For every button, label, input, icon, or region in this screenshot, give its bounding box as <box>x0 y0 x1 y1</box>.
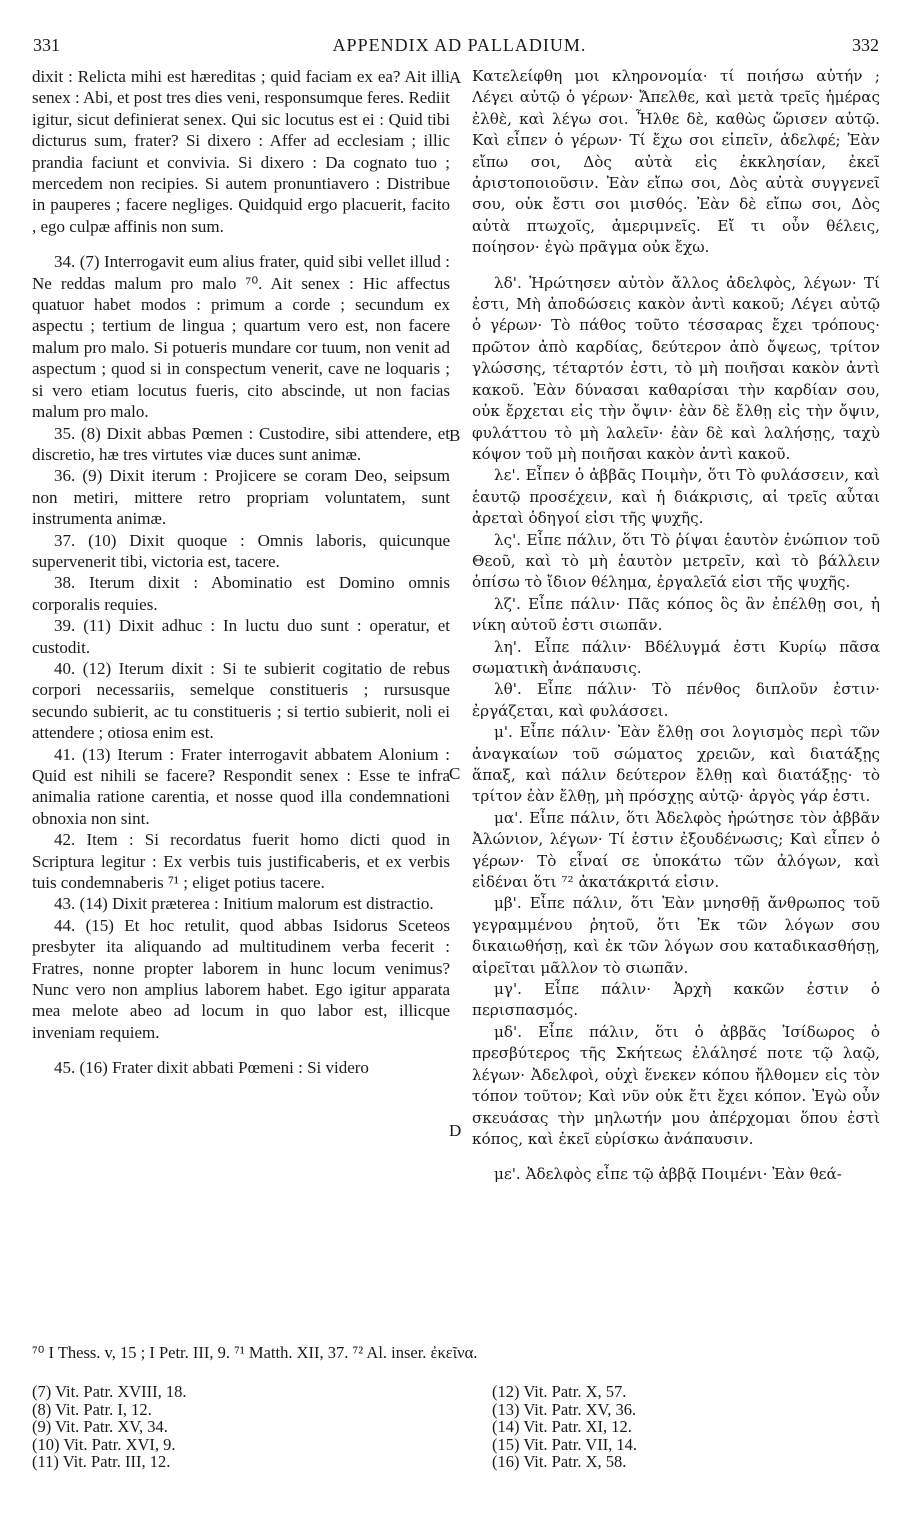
margin-mark-c: C <box>449 764 461 783</box>
source-reference: (15) Vit. Patr. VII, 14. <box>492 1434 638 1454</box>
greek-paragraph: μ'. Εἶπε πάλιν· Ἐὰν ἔλθῃ σοι λογισμὸς περὶ τῶν ἀναγκαίων τοῦ σώματος χρειῶν, καὶ διατάξῃς ἅπαξ, καὶ πάλιν δεύτερον ἔλθῃ καὶ διατάξῃς· τὸ τρίτον ἐὰν ἔλθῃ, μὴ πρόσχῃς αὐτῷ· ἀργὸς γάρ ἐστι. <box>472 723 880 806</box>
latin-paragraph: 34. (7) Interrogavit eum alius frater, quid sibi vellet illud : Ne reddas malum pro malo ⁷⁰. Ait senex : Hic affectus quatuor habet modos : primum a corde ; secundum ex aspectu ; tertium de lingua ; quartum vero est, non facere malum pro malo. Si potueris mundare cor tuum, non venit ad aspectum ; quod si in conspectum venerit, cave ne loquaris ; si vero etiam locutus fueris, cito abscinde, ut non facias malum pro malo. <box>32 252 450 422</box>
source-reference: (16) Vit. Patr. X, 58. <box>492 1452 627 1471</box>
latin-paragraph: 43. (14) Dixit præterea : Initium malorum est distractio. <box>54 894 434 914</box>
greek-paragraph: μγ'. Εἶπε πάλιν· Ἀρχὴ κακῶν ἐστιν ὁ περισπασμός. <box>472 980 880 1020</box>
greek-paragraph: λς'. Εἶπε πάλιν, ὅτι Τὸ ῥίψαι ἑαυτὸν ἐνώπιον τοῦ Θεοῦ, καὶ τὸ μὴ ἑαυτὸν μετρεῖν, καὶ τὸ βάλλειν ὀπίσω τὸ ἴδιον θέλημα, ἐργαλεῖά εἰσι τῆς ψυχῆς. <box>472 530 880 592</box>
source-reference: (11) Vit. Patr. III, 12. <box>32 1452 171 1471</box>
source-reference: (10) Vit. Patr. XVI, 9. <box>32 1434 176 1454</box>
greek-paragraph: λε'. Εἶπεν ὁ ἀββᾶς Ποιμὴν, ὅτι Τὸ φυλάσσειν, καὶ ἑαυτῷ προσέχειν, καὶ ἡ διάκρισις, αἱ τρεῖς αὗται ἀρεταὶ ὁδηγοί εἰσι τῆς ψυχῆς. <box>472 466 880 528</box>
greek-paragraph: μδ'. Εἶπε πάλιν, ὅτι ὁ ἀββᾶς Ἰσίδωρος ὁ πρεσβύτερος τῆς Σκήτεως ἐλάλησέ ποτε τῷ λαῷ, λέγων· Ἀδελφοὶ, οὐχὶ ἕνεκεν κόπου ἤλθομεν εἰς τὸν τόπον τοῦτον; Καὶ νῦν οὐκ ἔτι ἔχει κόπον. Ἐγὼ οὖν σκευάσας τὴν μηλωτήν μου ἀπέρχομαι ὅπου ἐστὶ κόπος, καὶ ἐκεῖ εὑρίσκω ἀνάπαυσιν. <box>472 1022 880 1148</box>
margin-mark-a: A <box>449 68 462 87</box>
source-reference: (12) Vit. Patr. X, 57. <box>492 1382 627 1401</box>
latin-paragraph: dixit : Relicta mihi est hæreditas ; quid faciam ex ea? Ait illi senex : Abi, et post tres dies veni, responsumque feres. Rediit igitur, sicut definierat senex. Qui sic locutus est ei : Quid tibi dicturus sum, frater? Si dixero : Affer ad ecclesiam ; illic prandia faciunt et convivia. Si dixero : Da cognato tuo ; mercedem non recipies. Si autem pronuntiavero : Distribue in pauperes ; facere negliges. Quidquid ergo placuerit, facito , ego culpæ affinis non sum. <box>32 67 450 236</box>
greek-paragraph: λθ'. Εἶπε πάλιν· Τὸ πένθος διπλοῦν ἐστιν· ἐργάζεται, καὶ φυλάσσει. <box>472 680 880 720</box>
greek-paragraph: Κατελείφθη μοι κληρονομία· τί ποιήσω αὐτήν ; Λέγει αὐτῷ ὁ γέρων· Ἄπελθε, καὶ μετὰ τρεῖς ἡμέρας ἐλθὲ, καὶ λέγω σοι. Ἦλθε δὲ, καθὼς ὥρισεν αὐτῷ. Καὶ εἶπεν ὁ γέρων· Τί ἔχω σοι εἰπεῖν, ἀδελφέ; Ἐὰν εἴπω σοι, Δὸς αὐτὰ εἰς ἐκκλησίαν, ἐκεῖ ἀριστοποιοῦσιν. Ἐὰν εἴπω σοι, Δὸς αὐτὰ συγγενεῖ σου, οὐκ ἔστι σοι μισθός. Ἐὰν δὲ εἴπω σοι, Δὸς αὐτὰ πτωχοῖς, ἀμεριμνεῖς. Εἴ τι οὖν θέλεις, ποίησον· ἐγὼ πρᾶγμα οὐκ ἔχω. <box>472 67 880 257</box>
source-reference: (7) Vit. Patr. XVIII, 18. <box>32 1382 187 1401</box>
latin-paragraph: 37. (10) Dixit quoque : Omnis laboris, quicunque supervenerit tibi, victoria est, tacere. <box>32 530 450 571</box>
greek-paragraph: μα'. Εἶπε πάλιν, ὅτι Ἀδελφὸς ἠρώτησε τὸν ἀββᾶν Ἀλώνιον, λέγων· Τί ἐστιν ἐξουδένωσις; Καὶ εἶπεν ὁ γέρων· Τὸ εἶναί σε ὑποκάτω τῶν ἀλόγων, καὶ εἰδέναι ὅτι ⁷² ἀκατάκριτά εἰσιν. <box>472 808 880 892</box>
latin-paragraph: 40. (12) Iterum dixit : Si te subierit cogitatio de rebus corpori necessariis, semelque constitueris ; rursusque secundo subierit, ac tu constitueris ; si tertio subierit, noli ei attendere ; otiosa enim est. <box>32 658 450 743</box>
margin-mark-b: B <box>449 426 461 445</box>
margin-mark-d: D <box>449 1121 462 1140</box>
greek-paragraph: μβ'. Εἶπε πάλιν, ὅτι Ἐὰν μνησθῇ ἄνθρωπος τοῦ γεγραμμένου ῥητοῦ, ὅτι Ἐκ τῶν λόγων σου δικαιωθήσῃ, καὶ ἐκ τῶν λόγων σου καταδικασθήσῃ, αἱρεῖται μᾶλλον τὸ σιωπᾶν. <box>472 894 880 977</box>
latin-paragraph: 38. Iterum dixit : Abominatio est Domino omnis corporalis requies. <box>32 573 450 614</box>
latin-column <box>32 66 450 1079</box>
greek-paragraph: με'. Ἀδελφὸς εἶπε τῷ ἀββᾷ Ποιμένι· Ἐὰν θεά- <box>494 1165 842 1184</box>
greek-column <box>472 66 880 1186</box>
latin-paragraph: 36. (9) Dixit iterum : Projicere se coram Deo, seipsum non metiri, mittere retro propriam voluntatem, sunt instrumenta animæ. <box>32 466 450 529</box>
footnotes: ⁷⁰ I Thess. v, 15 ; I Petr. III, 9. ⁷¹ Matth. XII, 37. ⁷² Al. inser. ἐκεῖνα. <box>32 1343 478 1362</box>
latin-paragraph: 39. (11) Dixit adhuc : In luctu duo sunt : operatur, et custodit. <box>32 616 450 657</box>
greek-paragraph: λζ'. Εἶπε πάλιν· Πᾶς κόπος ὃς ἂν ἐπέλθῃ σοι, ἡ νίκη αὐτοῦ ἐστι σιωπᾶν. <box>472 594 880 635</box>
source-reference: (8) Vit. Patr. I, 12. <box>32 1399 152 1419</box>
latin-paragraph: 41. (13) Iterum : Frater interrogavit abbatem Alonium : Quid est nihili se facere? Respondit senex : Esse te infra animalia ratione carentia, et nosse quod illa condemnationi obnoxia non sint. <box>32 744 450 828</box>
latin-paragraph: 45. (16) Frater dixit abbati Pœmeni : Si videro <box>54 1058 369 1078</box>
source-reference: (13) Vit. Patr. XV, 36. <box>492 1399 637 1419</box>
source-references-left <box>32 1383 187 1471</box>
source-reference: (9) Vit. Patr. XV, 34. <box>32 1417 168 1436</box>
latin-paragraph: 42. Item : Si recordatus fuerit homo dicti quod in Scriptura legitur : Ex verbis tuis justificaberis, et ex verbis tuis condemnaberis ⁷¹ ; eliget potius tacere. <box>32 830 450 893</box>
greek-paragraph: λη'. Εἶπε πάλιν· Βδέλυγμά ἐστι Κυρίῳ πᾶσα σωματικὴ ἀνάπαυσις. <box>472 637 880 677</box>
page-number-right: 332 <box>852 35 879 55</box>
running-title: APPENDIX AD PALLADIUM. <box>332 35 587 55</box>
latin-paragraph: 35. (8) Dixit abbas Pœmen : Custodire, sibi attendere, et discretio, hæ tres virtutes viæ duces sunt animæ. <box>32 423 450 464</box>
source-reference: (14) Vit. Patr. XI, 12. <box>492 1417 632 1436</box>
page-header <box>0 0 919 62</box>
greek-paragraph: λδ'. Ἠρώτησεν αὐτὸν ἄλλος ἀδελφὸς, λέγων· Τί ἐστι, Μὴ ἀποδώσεις κακὸν ἀντὶ κακοῦ; Λέγει αὐτῷ ὁ γέρων· Τὸ πάθος τοῦτο τέσσαρας ἔχει τρόπους· πρῶτον ἀπὸ καρδίας, δεύτερον ἀπὸ ὄψεως, τρίτον γλώσσης, τέταρτόν ἐστι, τὸ μὴ ποιῆσαι κακὸν ἀντὶ κακοῦ. Ἐὰν δύνασαι καθαρίσαι τὴν καρδίαν σου, οὐκ ἔρχεται εἰς τὴν ὄψιν· ἐὰν δὲ ἔλθῃ εἰς τὴν ὄψιν, φυλάττου τὸ μὴ λαλεῖν· ἐὰν δὲ καὶ λαλήσῃς, ταχὺ κόψον τοῦ μὴ ποιῆσαι κακὸν ἀντὶ κακοῦ. <box>472 273 880 463</box>
source-references-right <box>492 1383 637 1471</box>
latin-paragraph: 44. (15) Et hoc retulit, quod abbas Isidorus Sceteos presbyter ita aliquando ad multitudinem verba fecerit : Fratres, nonne propter laborem in hunc locum venimus? Nunc vero non amplius laborem habet. Ego igitur apparata mea melote abeo ad locum in quo labor est, illicque inveniam requiem. <box>32 915 450 1042</box>
page-number-left: 331 <box>33 35 60 55</box>
